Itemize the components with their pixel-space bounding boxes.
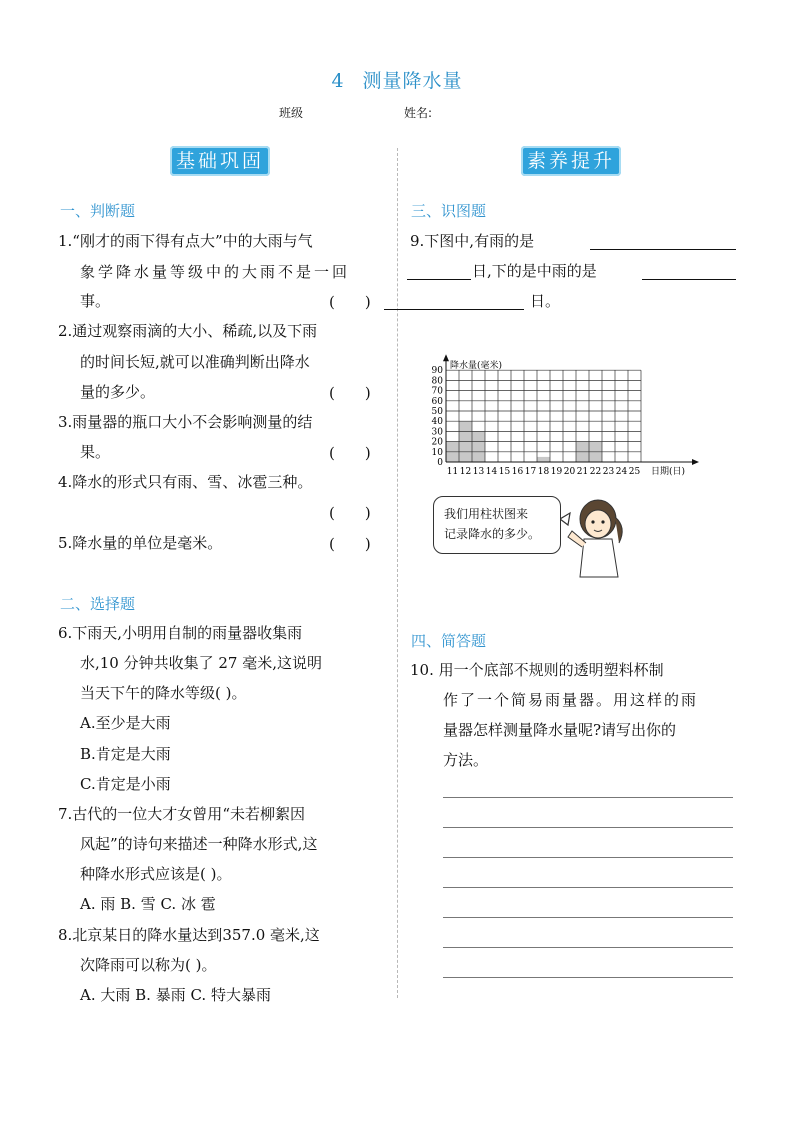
q6-line1: 6.下雨天,小明用自制的雨量器收集雨: [58, 624, 303, 642]
chart-x-tick-label: 14: [485, 467, 498, 477]
q7-line3: 种降水形式应该是( )。: [80, 865, 232, 883]
chart-x-axis-arrow: [692, 459, 699, 465]
speech-bubble: [433, 496, 561, 554]
q7-options[interactable]: A. 雨 B. 雪 C. 冰 雹: [80, 895, 216, 913]
section-judgment: 一、判断题: [60, 202, 136, 220]
page-title: [0, 66, 794, 93]
chart-y-tick-label: 70: [431, 386, 443, 397]
chart-y-tick-label: 80: [431, 376, 443, 387]
answer-line[interactable]: [443, 827, 733, 828]
q9-line2: 日,下的是中雨的是: [472, 262, 597, 280]
q6-line3: 当天下午的降水等级( )。: [80, 684, 247, 702]
chart-y-tick-label: 30: [431, 427, 443, 438]
q10-line4: 方法。: [443, 751, 489, 769]
q3-line1: 3.雨量器的瓶口大小不会影响测量的结: [58, 413, 313, 431]
chart-y-tick-label: 90: [431, 366, 443, 377]
chart-y-tick-label: 60: [431, 396, 443, 407]
name-label: 姓名:: [404, 106, 433, 120]
answer-line[interactable]: [443, 917, 733, 918]
q2-line2: 的时间长短,就可以准确判断出降水: [80, 353, 310, 371]
section-short-answer: 四、简答题: [411, 632, 487, 650]
chart-y-tick-label: 40: [431, 417, 443, 428]
q8-line1: 8.北京某日的降水量达到357.0 毫米,这: [58, 926, 320, 944]
chart-y-tick-label: 0: [437, 458, 443, 468]
q6-line2: 水,10 分钟共收集了 27 毫米,这说明: [80, 654, 323, 672]
answer-line[interactable]: [443, 947, 733, 948]
q6-option-b[interactable]: B.肯定是大雨: [80, 745, 171, 763]
q9-line1: 9.下图中,有雨的是: [410, 232, 535, 250]
chart-x-tick-label: 17: [524, 467, 537, 477]
section-choice: 二、选择题: [60, 595, 136, 613]
chart-x-tick-label: 15: [498, 467, 511, 477]
chart-x-tick-label: 16: [511, 467, 524, 477]
lesson-title: 测量降水量: [362, 70, 463, 92]
q9-line3: 日。: [530, 292, 561, 310]
chart-y-tick-label: 50: [431, 407, 443, 417]
badge-advanced: 素养提升: [521, 146, 621, 176]
q7-line1: 7.古代的一位大才女曾用“未若柳絮因: [58, 805, 305, 823]
chart-x-tick-label: 23: [602, 467, 615, 477]
chart-x-tick-label: 25: [628, 467, 641, 477]
chart-y-tick-label: 20: [431, 437, 443, 448]
q9-moderate-rain-blank[interactable]: [642, 263, 736, 280]
lesson-number: 4: [331, 70, 345, 92]
girl-illustration: [560, 497, 630, 587]
q8-options[interactable]: A. 大雨 B. 暴雨 C. 特大暴雨: [80, 986, 271, 1004]
chart-y-axis-arrow: [443, 354, 449, 361]
q8-line2: 次降雨可以称为( )。: [80, 956, 217, 974]
chart-x-tick-label: 12: [459, 467, 472, 477]
chart-x-tick-label: 22: [589, 467, 602, 477]
q4-answer-paren[interactable]: ( ): [329, 504, 371, 522]
answer-line[interactable]: [443, 857, 733, 858]
q2-answer-paren[interactable]: ( ): [329, 384, 371, 402]
answer-line[interactable]: [443, 887, 733, 888]
q5-line1: 5.降水量的单位是毫米。: [58, 534, 223, 552]
speech-line2: 记录降水的多少。: [444, 527, 541, 541]
q2-line1: 2.通过观察雨滴的大小、稀疏,以及下雨: [58, 322, 318, 340]
chart-x-axis-label: 日期(日): [651, 467, 686, 477]
q3-answer-paren[interactable]: ( ): [329, 444, 371, 462]
q6-option-c[interactable]: C.肯定是小雨: [80, 775, 171, 793]
column-divider: [397, 148, 398, 998]
q1-answer-paren[interactable]: ( ): [329, 293, 371, 311]
q2-line3: 量的多少。: [80, 383, 156, 401]
q10-line1: 10. 用一个底部不规则的透明塑料杯制: [410, 661, 664, 679]
chart-y-axis-label: 降水量(毫米): [450, 361, 503, 372]
speech-line1: 我们用柱状图来: [444, 507, 529, 521]
answer-line[interactable]: [443, 797, 733, 798]
q4-line1: 4.降水的形式只有雨、雪、冰雹三种。: [58, 473, 313, 491]
chart-x-tick-label: 11: [446, 467, 459, 477]
chart-x-tick-label: 18: [537, 467, 550, 477]
q9-rain-days-blank[interactable]: [590, 233, 736, 250]
chart-bar: [537, 457, 550, 462]
class-label: 班级: [279, 106, 304, 120]
q5-answer-paren[interactable]: ( ): [329, 535, 371, 553]
q10-line2: 作了一个简易雨量器。用这样的雨: [443, 691, 699, 709]
chart-x-tick-label: 20: [563, 467, 576, 477]
chart-y-tick-label: 10: [431, 447, 443, 458]
q1-line2: 象学降水量等级中的大雨不是一回: [80, 263, 351, 281]
q3-line2: 果。: [80, 443, 111, 461]
section-chart-reading: 三、识图题: [411, 202, 487, 220]
chart-x-tick-label: 19: [550, 467, 563, 477]
chart-x-tick-label: 24: [615, 467, 628, 477]
q7-line2: 风起”的诗句来描述一种降水形式,这: [80, 835, 318, 853]
q9-rain-days-blank-2[interactable]: [407, 263, 471, 280]
precipitation-chart: [408, 318, 708, 480]
q1-extra-blank[interactable]: [384, 293, 524, 310]
q6-option-a[interactable]: A.至少是大雨: [80, 714, 171, 732]
q1-line1: 1.“刚才的雨下得有点大”中的大雨与气: [58, 232, 313, 250]
badge-basic: 基础巩固: [170, 146, 270, 176]
q10-line3: 量器怎样测量降水量呢?请写出你的: [443, 721, 677, 739]
q1-line3: 事。: [80, 292, 111, 310]
chart-x-tick-label: 21: [576, 467, 589, 477]
answer-line[interactable]: [443, 977, 733, 978]
chart-x-tick-label: 13: [472, 467, 485, 477]
chart-bar: [472, 431, 485, 462]
